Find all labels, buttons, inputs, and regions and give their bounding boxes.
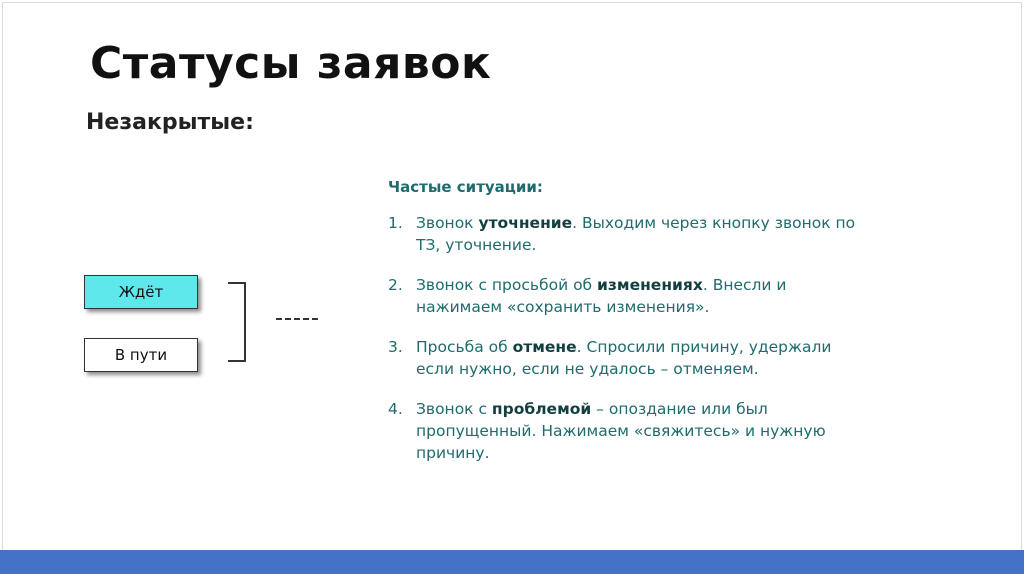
situations-panel xyxy=(388,178,858,482)
situation-item xyxy=(388,336,858,380)
situation-keyword: отмене xyxy=(512,338,577,356)
situation-keyword: уточнение xyxy=(478,214,573,232)
situations-list xyxy=(388,212,858,464)
slide-title: Статусы заявок xyxy=(90,38,492,89)
situation-item xyxy=(388,398,858,464)
situation-number: 1. xyxy=(388,214,403,232)
status-waiting-box xyxy=(84,275,198,309)
situation-keyword: проблемой xyxy=(491,400,592,418)
situation-keyword: изменениях xyxy=(597,276,703,294)
situation-number: 2. xyxy=(388,276,403,294)
situation-number: 3. xyxy=(388,338,403,356)
situation-number: 4. xyxy=(388,400,403,418)
situation-item xyxy=(388,274,858,318)
status-enroute-label: В пути xyxy=(114,346,168,364)
status-enroute-box xyxy=(84,338,198,372)
situation-text: Звонок уточнение. Выходим через кнопку звонок по ТЗ, уточнение. xyxy=(416,214,856,254)
situation-text: Звонок с проблемой – опоздание или был пропущенный. Нажимаем «свяжитесь» и нужную причину. xyxy=(416,400,826,462)
situations-heading: Частые ситуации: xyxy=(388,178,543,196)
situation-item xyxy=(388,212,858,256)
status-waiting-label: Ждёт xyxy=(118,283,164,301)
situation-text: Звонок с просьбой об изменениях. Внесли и нажимаем «сохранить изменения». xyxy=(416,276,787,316)
dashed-connector xyxy=(276,318,318,320)
situation-text: Просьба об отмене. Спросили причину, удержали если нужно, если не удалось – отменяем. xyxy=(416,338,832,378)
grouping-bracket xyxy=(228,282,246,362)
slide-subtitle: Незакрытые: xyxy=(86,110,254,135)
bottom-accent-bar xyxy=(0,550,1024,574)
